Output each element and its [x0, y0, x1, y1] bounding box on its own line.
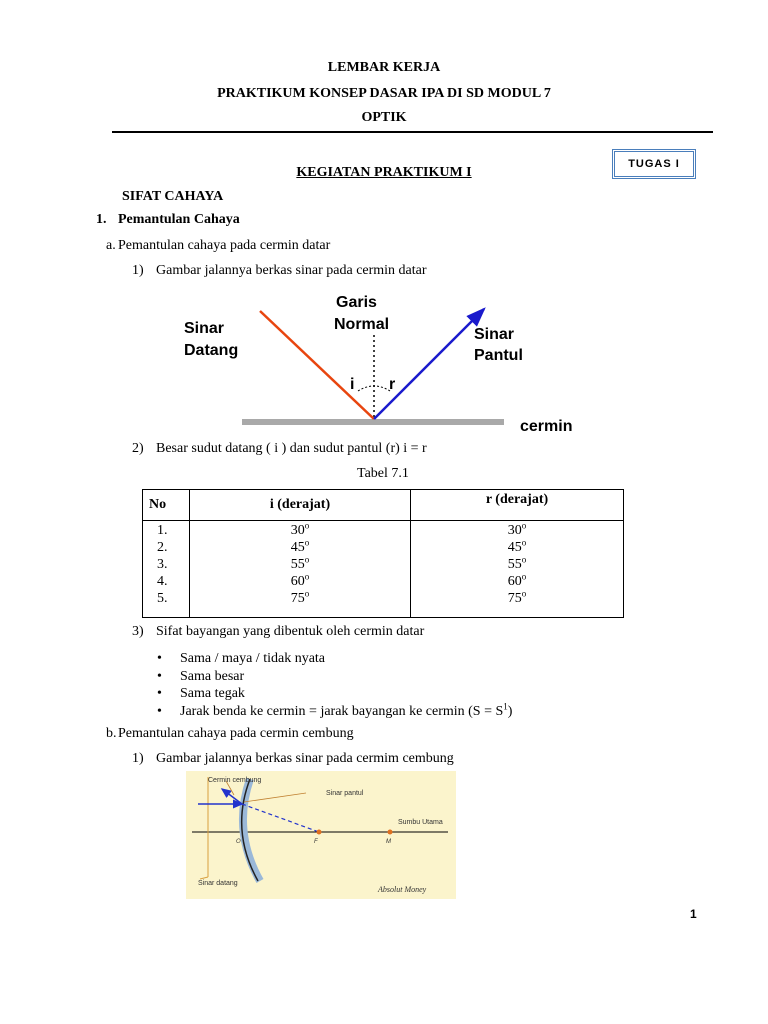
table-row-no: 3.	[157, 557, 168, 572]
table-cell-i: 45$^o$	[290, 537, 310, 555]
table-row-no: 2.	[157, 540, 168, 555]
angle-r-label: r	[389, 376, 396, 393]
step-b1-label: 1)	[132, 751, 144, 766]
table-header-i: i (derajat)	[190, 490, 411, 521]
point-m-label: M	[386, 839, 391, 845]
plane-mirror-diagram	[170, 285, 590, 440]
table-col-r	[411, 521, 624, 618]
table-cell-r: 60$^o$	[507, 571, 527, 589]
angle-i-label: i	[350, 376, 355, 393]
figure-credit: Absolut Money	[378, 885, 427, 894]
center-point	[388, 830, 393, 835]
step3-text: Sifat bayangan yang dibentuk oleh cermin datar	[156, 624, 425, 639]
step1-text: Gambar jalannya berkas sinar pada cermin datar	[156, 263, 427, 278]
step2-text: Besar sudut datang ( i ) dan sudut pantul (r) i = r	[156, 441, 427, 456]
sinar-pantul-label-1: Sinar	[474, 326, 515, 343]
cermin-cembung-label: Cermin cembung	[208, 777, 262, 784]
point-o-label: O	[236, 839, 241, 845]
table-col-no	[143, 521, 190, 618]
sinar-datang-label: Sinar datang	[198, 880, 238, 887]
mirror-surface	[242, 419, 504, 425]
item-b-label: b.	[106, 726, 117, 741]
doc-title-line3: OPTIK	[361, 110, 407, 125]
table-row-no: 5.	[157, 591, 168, 606]
table-cell-r: 55$^o$	[507, 554, 527, 572]
step3-label: 3)	[132, 624, 144, 639]
step2-label: 2)	[132, 441, 144, 456]
item-b-text: Pemantulan cahaya pada cermin cembung	[118, 726, 354, 741]
table-cell-i: 30$^o$	[290, 520, 310, 538]
step1-label: 1)	[132, 263, 144, 278]
tugas-badge: TUGAS I	[612, 149, 696, 179]
point-f-label: F	[314, 839, 318, 845]
header-rule	[112, 131, 713, 133]
table-header-r: r (derajat)	[411, 490, 624, 521]
sumbu-utama-label: Sumbu Utama	[398, 819, 443, 826]
subsection-title: Pemantulan Cahaya	[118, 212, 240, 227]
table-header-no: No	[143, 490, 190, 521]
page-number: 1	[690, 907, 697, 921]
table-col-i	[190, 521, 411, 618]
angle-table	[142, 489, 624, 618]
table-cell-i: 75$^o$	[290, 588, 310, 606]
sinar-datang-label-1: Sinar	[184, 320, 225, 337]
list-item: • Sama besar	[150, 668, 512, 686]
table-cell-r: 75$^o$	[507, 588, 527, 606]
table-row-no: 1.	[157, 523, 168, 538]
sinar-datang-label-2: Datang	[184, 342, 239, 359]
list-item: • Sama tegak	[150, 685, 512, 703]
item-a-label: a.	[106, 238, 116, 253]
kegiatan-title: KEGIATAN PRAKTIKUM I	[296, 165, 472, 180]
focus-point	[317, 830, 322, 835]
subsection-number: 1.	[96, 212, 107, 227]
virtual-ray	[242, 804, 319, 832]
table-row-no: 4.	[157, 574, 168, 589]
doc-title-line2: PRAKTIKUM KONSEP DASAR IPA DI SD MODUL 7	[217, 86, 551, 101]
convex-mirror-diagram	[186, 771, 456, 899]
list-item: • Jarak benda ke cermin = jarak bayangan ke cermin $(S = S^1)$	[150, 703, 512, 721]
table-cell-r: 45$^o$	[507, 537, 527, 555]
reflected-ray	[374, 309, 484, 419]
section-title: SIFAT CAHAYA	[122, 189, 224, 204]
sinar-pantul-label: Sinar pantul	[326, 790, 364, 797]
step-b1-text: Gambar jalannya berkas sinar pada cermim cembung	[156, 751, 454, 766]
convex-mirror-figure	[186, 771, 456, 899]
table-cell-r: 30$^o$	[507, 520, 527, 538]
item-a-text: Pemantulan cahaya pada cermin datar	[118, 238, 331, 253]
cermin-label: cermin	[520, 418, 573, 435]
table-cell-i: 55$^o$	[290, 554, 310, 572]
list-item: • Sama / maya / tidak nyata	[150, 650, 512, 668]
doc-title-line1: LEMBAR KERJA	[327, 60, 441, 75]
table-caption: Tabel 7.1	[357, 466, 409, 481]
garis-normal-label-1: Garis	[336, 294, 377, 311]
sinar-pantul-label-2: Pantul	[474, 347, 523, 364]
table-cell-i: 60$^o$	[290, 571, 310, 589]
garis-normal-label-2: Normal	[334, 316, 390, 333]
image-properties-list	[150, 650, 512, 720]
